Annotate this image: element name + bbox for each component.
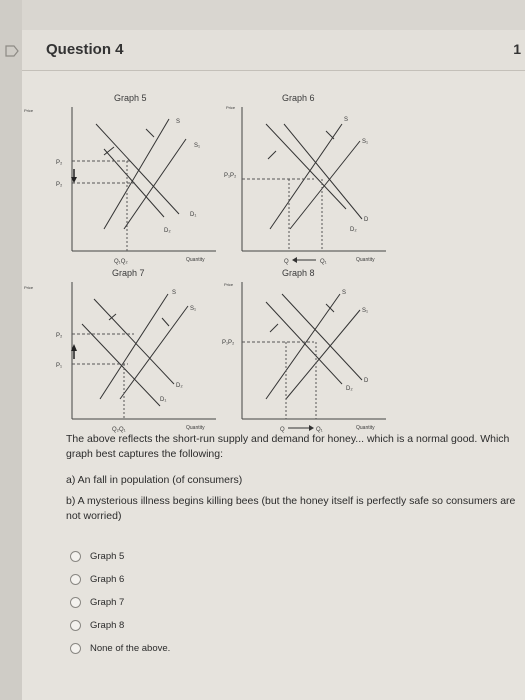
quantity-label: Q₁ (316, 427, 323, 433)
option-label: None of the above. (90, 643, 171, 654)
graph-8 (222, 268, 386, 433)
quantity-label: Q (284, 259, 289, 265)
supply-label: S (344, 117, 349, 123)
graph-title: Graph 7 (112, 268, 145, 278)
question-points: 1 (513, 41, 521, 57)
option-label: Graph 6 (90, 574, 125, 585)
supply-label: S₁ (194, 143, 201, 149)
radio-button[interactable] (70, 597, 81, 608)
price-label: P₂ (56, 160, 63, 166)
question-title: Question 4 (46, 41, 124, 58)
radio-button[interactable] (70, 643, 81, 654)
radio-button[interactable] (70, 574, 81, 585)
option-label: Graph 5 (90, 551, 125, 562)
quantity-label: Q₂Q₁ (112, 427, 126, 433)
demand-label: D₂ (164, 228, 171, 234)
x-axis-label: Quantity (186, 257, 205, 263)
demand-label: D₂ (350, 227, 357, 233)
question-header (22, 30, 525, 71)
graph-7 (24, 268, 216, 433)
answer-option-graph-6[interactable] (70, 568, 170, 591)
price-label: P₂ (56, 333, 63, 339)
graph-title: Graph 6 (282, 93, 315, 103)
supply-label: S (176, 119, 181, 125)
quantity-label: Q₁ (320, 259, 327, 265)
graph-title: Graph 8 (282, 268, 315, 278)
answer-option-graph-8[interactable] (70, 614, 170, 637)
quantity-label: Q₁Q₂ (114, 259, 128, 265)
x-axis-label: Quantity (186, 425, 205, 431)
supply-label: S₁ (362, 139, 369, 145)
answer-options (70, 545, 170, 660)
answer-option-graph-7[interactable] (70, 591, 170, 614)
graph-5 (24, 93, 216, 265)
graph-title: Graph 5 (114, 93, 147, 103)
quantity-label: Q (280, 427, 285, 433)
y-axis-label: Price (226, 105, 236, 110)
flag-icon[interactable] (5, 45, 19, 57)
radio-button[interactable] (70, 551, 81, 562)
demand-label: D₂ (176, 383, 183, 389)
demand-label: D₁ (160, 397, 167, 403)
price-label: P₁P₂ (224, 173, 237, 179)
option-label: Graph 7 (90, 597, 125, 608)
price-label: P₁P₂ (222, 340, 235, 346)
supply-label: S₁ (190, 306, 197, 312)
demand-label: D (364, 378, 369, 384)
question-part-a: a) An fall in population (of consumers) (66, 474, 243, 486)
graph-6 (224, 93, 386, 265)
demand-label: D₁ (190, 212, 197, 218)
option-label: Graph 8 (90, 620, 125, 631)
answer-option-graph-5[interactable] (70, 545, 170, 568)
question-stem: The above reflects the short-run supply and demand for honey... which is a normal good. Which graph best captures the following: (66, 433, 510, 460)
question-part-b: b) A mysterious illness begins killing bees (but the honey itself is perfectly safe so consumers are not worried) (66, 495, 516, 522)
supply-label: S₁ (362, 308, 369, 314)
demand-label: D₂ (346, 386, 353, 392)
y-axis-label: Price (24, 108, 34, 113)
supply-demand-figure (24, 79, 389, 433)
supply-label: S (342, 290, 347, 296)
price-label: P₂ (56, 182, 63, 188)
x-axis-label: Quantity (356, 257, 375, 263)
y-axis-label: Price (24, 285, 34, 290)
demand-label: D (364, 217, 369, 223)
left-strip (0, 0, 22, 700)
y-axis-label: Price (224, 282, 234, 287)
x-axis-label: Quantity (356, 425, 375, 431)
supply-label: S (172, 290, 177, 296)
question-content (22, 71, 525, 700)
price-label: P₁ (56, 363, 63, 369)
answer-option-none[interactable] (70, 637, 170, 660)
radio-button[interactable] (70, 620, 81, 631)
